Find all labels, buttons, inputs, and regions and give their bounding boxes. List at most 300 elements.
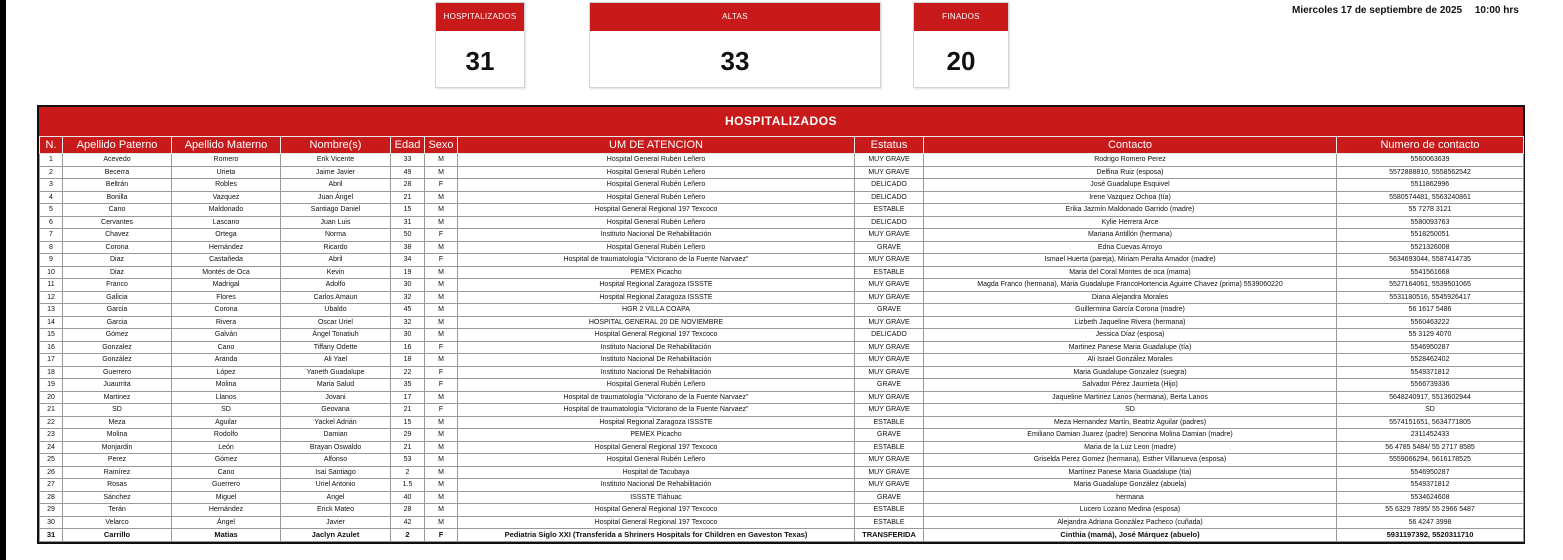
hospitalizados-count: 31 bbox=[465, 46, 495, 76]
table-cell: Magda Franco (hermana), Maria Guadalupe FrancoHortencia Aguirre Chavez (prima) 5539060220 bbox=[924, 279, 1337, 292]
table-cell: 5534624608 bbox=[1337, 491, 1524, 504]
table-row bbox=[40, 329, 1524, 342]
table-cell: 32 bbox=[391, 291, 425, 304]
table-cell: 25 bbox=[40, 454, 63, 467]
table-cell: 31 bbox=[391, 216, 425, 229]
table-cell: Hospital de traumatología "Victorano de la Fuente Narvaez" bbox=[458, 404, 855, 417]
table-cell: Norma bbox=[281, 229, 391, 242]
table-cell: Hospital General Regional 197 Texcoco bbox=[458, 204, 855, 217]
table-cell: 19 bbox=[40, 379, 63, 392]
table-cell: Corona bbox=[172, 304, 281, 317]
table-cell: 53 bbox=[391, 454, 425, 467]
table-cell: 30 bbox=[391, 279, 425, 292]
table-cell: M bbox=[425, 279, 458, 292]
table-cell: Abril bbox=[281, 254, 391, 267]
table-cell: 5560463222 bbox=[1337, 316, 1524, 329]
table-cell: Diaz bbox=[63, 254, 172, 267]
table-cell: 31 bbox=[40, 529, 63, 542]
table-row bbox=[40, 241, 1524, 254]
table-cell: ESTABLE bbox=[855, 516, 924, 529]
table-cell: Lascano bbox=[172, 216, 281, 229]
table-row bbox=[40, 191, 1524, 204]
table-cell: Erick Mateo bbox=[281, 504, 391, 517]
table-cell: PEMEX Picacho bbox=[458, 266, 855, 279]
table-row bbox=[40, 504, 1524, 517]
table-cell: 2 bbox=[40, 166, 63, 179]
table-cell: F bbox=[425, 229, 458, 242]
table-cell: Hospital General Rubén Leñero bbox=[458, 216, 855, 229]
table-cell: GRAVE bbox=[855, 429, 924, 442]
table-cell: Lizbeth Jaqueline Rivera (hermana) bbox=[924, 316, 1337, 329]
table-cell: F bbox=[425, 529, 458, 542]
table-cell: 5 bbox=[40, 204, 63, 217]
table-cell: 28 bbox=[40, 491, 63, 504]
table-row bbox=[40, 491, 1524, 504]
table-cell: Adolfo bbox=[281, 279, 391, 292]
table-cell: Tiffany Odette bbox=[281, 341, 391, 354]
table-row bbox=[40, 204, 1524, 217]
table-cell: Emiliano Damian Juarez (padre) Senorina Molina Damian (madre) bbox=[924, 429, 1337, 442]
table-cell: Ricardo bbox=[281, 241, 391, 254]
table-row bbox=[40, 516, 1524, 529]
table-cell: Miguel bbox=[172, 491, 281, 504]
table-cell: SD bbox=[924, 404, 1337, 417]
table-row bbox=[40, 454, 1524, 467]
table-cell: Hospital Regional Zaragoza ISSSTE bbox=[458, 291, 855, 304]
table-cell: Martínez Panese Maria Guadalupe (tía) bbox=[924, 466, 1337, 479]
table-cell: F bbox=[425, 254, 458, 267]
table-cell: MUY GRAVE bbox=[855, 479, 924, 492]
table-cell: Aguilar bbox=[172, 416, 281, 429]
table-cell: Galván bbox=[172, 329, 281, 342]
table-cell: Cinthia (mamá), José Márquez (abuelo) bbox=[924, 529, 1337, 542]
table-cell: Hospital General Rubén Leñero bbox=[458, 166, 855, 179]
report-date: Miercoles 17 de septiembre de 2025 bbox=[1292, 5, 1463, 16]
table-cell: MUY GRAVE bbox=[855, 291, 924, 304]
table-cell: Lucero Lozano Medina (esposa) bbox=[924, 504, 1337, 517]
table-cell: 5549371812 bbox=[1337, 366, 1524, 379]
table-cell: 42 bbox=[391, 516, 425, 529]
table-cell: Abril bbox=[281, 179, 391, 192]
table-cell: MUY GRAVE bbox=[855, 341, 924, 354]
table-cell: Hospital General Rubén Leñero bbox=[458, 379, 855, 392]
table-cell: Ubaldo bbox=[281, 304, 391, 317]
table-cell: 30 bbox=[391, 329, 425, 342]
table-cell: Robles bbox=[172, 179, 281, 192]
hospitalizados-label: HOSPITALIZADOS bbox=[436, 3, 524, 31]
table-cell: Instituto Nacional De Rehabilitación bbox=[458, 229, 855, 242]
table-cell: M bbox=[425, 316, 458, 329]
table-cell: ESTABLE bbox=[855, 504, 924, 517]
table-cell: Guillermina García Corona (madre) bbox=[924, 304, 1337, 317]
table-cell: 50 bbox=[391, 229, 425, 242]
left-edge-bar bbox=[0, 0, 6, 560]
report-date-time bbox=[1292, 5, 1552, 16]
table-cell: ISSSTE Tláhuac bbox=[458, 491, 855, 504]
table-cell: SD bbox=[63, 404, 172, 417]
table-cell: Garcia bbox=[63, 316, 172, 329]
table-row bbox=[40, 304, 1524, 317]
table-cell: 5574151651, 5634771805 bbox=[1337, 416, 1524, 429]
table-cell: HGR 2 VILLA COAPA bbox=[458, 304, 855, 317]
table-row bbox=[40, 404, 1524, 417]
table-cell: Diaz bbox=[63, 266, 172, 279]
table-cell: 5518250051 bbox=[1337, 229, 1524, 242]
table-cell: Guerrero bbox=[172, 479, 281, 492]
table-cell: M bbox=[425, 154, 458, 167]
table-cell: GRAVE bbox=[855, 304, 924, 317]
table-cell: León bbox=[172, 441, 281, 454]
table-cell: HOSPITAL GENERAL 20 DE NOVIEMBRE bbox=[458, 316, 855, 329]
table-cell: Instituto Nacional De Rehabilitación bbox=[458, 366, 855, 379]
table-cell: Geovana bbox=[281, 404, 391, 417]
table-cell: Jaqueline Martinez Lanos (hermana), Berta Lanos bbox=[924, 391, 1337, 404]
column-header: N. bbox=[40, 137, 63, 154]
table-cell: DELICADO bbox=[855, 216, 924, 229]
table-cell: MUY GRAVE bbox=[855, 279, 924, 292]
table-cell: 56 1617 5486 bbox=[1337, 304, 1524, 317]
table-row bbox=[40, 366, 1524, 379]
table-cell: Ali Yael bbox=[281, 354, 391, 367]
table-cell: Meza bbox=[63, 416, 172, 429]
altas-count: 33 bbox=[720, 46, 750, 76]
table-cell: M bbox=[425, 166, 458, 179]
table-cell: 10 bbox=[40, 266, 63, 279]
table-cell: Cano bbox=[63, 204, 172, 217]
table-cell: Flores bbox=[172, 291, 281, 304]
table-cell: 14 bbox=[40, 316, 63, 329]
table-cell: Hospital General Rubén Leñero bbox=[458, 241, 855, 254]
table-row bbox=[40, 391, 1524, 404]
table-cell: 16 bbox=[40, 341, 63, 354]
hospitalizados-table bbox=[39, 136, 1524, 542]
table-cell: MUY GRAVE bbox=[855, 404, 924, 417]
table-cell: Yackel Adrián bbox=[281, 416, 391, 429]
table-row bbox=[40, 354, 1524, 367]
table-cell: MUY GRAVE bbox=[855, 391, 924, 404]
table-cell: Castañeda bbox=[172, 254, 281, 267]
table-cell: Hospital General Regional 197 Texcoco bbox=[458, 441, 855, 454]
table-cell: Maria de la Luz Leon (madre) bbox=[924, 441, 1337, 454]
table-cell: Cervantes bbox=[63, 216, 172, 229]
table-cell: Ali Israel González Morales bbox=[924, 354, 1337, 367]
table-cell: 5580574481, 5563240861 bbox=[1337, 191, 1524, 204]
table-cell: 15 bbox=[391, 204, 425, 217]
table-row bbox=[40, 216, 1524, 229]
table-row bbox=[40, 254, 1524, 267]
table-cell: M bbox=[425, 241, 458, 254]
table-cell: MUY GRAVE bbox=[855, 354, 924, 367]
table-cell: 40 bbox=[391, 491, 425, 504]
table-cell: Monjardin bbox=[63, 441, 172, 454]
table-cell: 5528462402 bbox=[1337, 354, 1524, 367]
table-cell: 21 bbox=[40, 404, 63, 417]
table-cell: Becerra bbox=[63, 166, 172, 179]
column-header: Contacto bbox=[924, 137, 1337, 154]
table-cell: Hospital Regional Zaragoza ISSSTE bbox=[458, 279, 855, 292]
report-time: 10:00 hrs bbox=[1474, 5, 1519, 16]
table-cell: MUY GRAVE bbox=[855, 316, 924, 329]
finados-card bbox=[913, 2, 1009, 88]
table-cell: Gonzalez bbox=[63, 341, 172, 354]
table-cell: 12 bbox=[40, 291, 63, 304]
table-cell: 23 bbox=[40, 429, 63, 442]
table-cell: 5511862996 bbox=[1337, 179, 1524, 192]
table-cell: 49 bbox=[391, 166, 425, 179]
table-cell: 5541561668 bbox=[1337, 266, 1524, 279]
table-cell: Hospital de traumatología "Victorano de la Fuente Narvaez" bbox=[458, 391, 855, 404]
table-cell: Terán bbox=[63, 504, 172, 517]
table-cell: GRAVE bbox=[855, 241, 924, 254]
table-cell: 55 7278 3121 bbox=[1337, 204, 1524, 217]
table-cell: Hospital de traumatología "Victorano de la Fuente Narvaez" bbox=[458, 254, 855, 267]
table-cell: DELICADO bbox=[855, 191, 924, 204]
hospitalizados-table-panel bbox=[37, 105, 1525, 544]
table-cell: Angel bbox=[281, 491, 391, 504]
table-cell: 5634693044, 5587414735 bbox=[1337, 254, 1524, 267]
table-cell: Ramírez bbox=[63, 466, 172, 479]
table-cell: Ismael Huerta (pareja), Miriam Peralta Amador (madre) bbox=[924, 254, 1337, 267]
table-cell: 18 bbox=[391, 354, 425, 367]
table-cell: Hospital General Regional 197 Texcoco bbox=[458, 516, 855, 529]
table-row bbox=[40, 341, 1524, 354]
table-cell: Maldonado bbox=[172, 204, 281, 217]
table-cell: MUY GRAVE bbox=[855, 154, 924, 167]
table-cell: Alejandra Adriana González Pacheco (cuñada) bbox=[924, 516, 1337, 529]
table-cell: GRAVE bbox=[855, 379, 924, 392]
table-cell: M bbox=[425, 354, 458, 367]
table-cell: 5572888810, 5558562542 bbox=[1337, 166, 1524, 179]
table-cell: Diana Alejandra Morales bbox=[924, 291, 1337, 304]
table-cell: 29 bbox=[40, 504, 63, 517]
table-cell: 28 bbox=[391, 504, 425, 517]
table-cell: F bbox=[425, 379, 458, 392]
table-cell: 2 bbox=[391, 466, 425, 479]
table-cell: Rosas bbox=[63, 479, 172, 492]
table-cell: Molina bbox=[172, 379, 281, 392]
table-cell: DELICADO bbox=[855, 329, 924, 342]
table-cell: 33 bbox=[391, 154, 425, 167]
table-cell: González bbox=[63, 354, 172, 367]
table-cell: Rodolfo bbox=[172, 429, 281, 442]
table-cell: Sánchez bbox=[63, 491, 172, 504]
table-cell: MUY GRAVE bbox=[855, 166, 924, 179]
table-cell: 13 bbox=[40, 304, 63, 317]
table-cell: Gómez bbox=[63, 329, 172, 342]
table-cell: M bbox=[425, 441, 458, 454]
table-cell: 5546950287 bbox=[1337, 466, 1524, 479]
table-cell: Instituto Nacional De Rehabilitación bbox=[458, 354, 855, 367]
table-cell: Pediatria Siglo XXI (Transferida a Shriners Hospitals for Children en Gaveston Texas) bbox=[458, 529, 855, 542]
table-cell: Damian bbox=[281, 429, 391, 442]
table-cell: Juaurrita bbox=[63, 379, 172, 392]
table-cell: F bbox=[425, 404, 458, 417]
table-cell: 7 bbox=[40, 229, 63, 242]
table-cell: Juan Ángel bbox=[281, 191, 391, 204]
table-cell: 5559066294, 5616178525 bbox=[1337, 454, 1524, 467]
table-cell: MUY GRAVE bbox=[855, 366, 924, 379]
table-cell: José Guadalupe Esquivel bbox=[924, 179, 1337, 192]
table-row bbox=[40, 179, 1524, 192]
table-cell: TRANSFERIDA bbox=[855, 529, 924, 542]
table-cell: Hospital General Rubén Leñero bbox=[458, 191, 855, 204]
table-cell: Jessica Díaz (esposa) bbox=[924, 329, 1337, 342]
table-cell: Juan Luis bbox=[281, 216, 391, 229]
table-cell: M bbox=[425, 191, 458, 204]
table-cell: Aranda bbox=[172, 354, 281, 367]
table-cell: Gómez bbox=[172, 454, 281, 467]
column-header: Sexo bbox=[425, 137, 458, 154]
table-cell: 21 bbox=[391, 191, 425, 204]
table-cell: 5521326008 bbox=[1337, 241, 1524, 254]
table-cell: M bbox=[425, 466, 458, 479]
table-cell: Brayan Oswaldo bbox=[281, 441, 391, 454]
table-cell: Isai Santiago bbox=[281, 466, 391, 479]
finados-count: 20 bbox=[946, 46, 976, 76]
table-cell: 15 bbox=[391, 416, 425, 429]
table-cell: Maria Salud bbox=[281, 379, 391, 392]
table-cell: Jovani bbox=[281, 391, 391, 404]
table-cell: M bbox=[425, 429, 458, 442]
table-cell: Cano bbox=[172, 341, 281, 354]
altas-card bbox=[589, 2, 881, 88]
table-cell: Salvador Pérez Jaurrieta (Hijo) bbox=[924, 379, 1337, 392]
table-cell: GRAVE bbox=[855, 491, 924, 504]
table-cell: 5580093763 bbox=[1337, 216, 1524, 229]
table-cell: Franco bbox=[63, 279, 172, 292]
table-cell: Carrillo bbox=[63, 529, 172, 542]
table-cell: M bbox=[425, 479, 458, 492]
table-row bbox=[40, 379, 1524, 392]
table-cell: 55 3129 4070 bbox=[1337, 329, 1524, 342]
table-cell: 32 bbox=[391, 316, 425, 329]
table-cell: Hospital General Regional 197 Texcoco bbox=[458, 329, 855, 342]
table-cell: 28 bbox=[391, 179, 425, 192]
table-row bbox=[40, 416, 1524, 429]
column-header: Nombre(s) bbox=[281, 137, 391, 154]
table-cell: 6 bbox=[40, 216, 63, 229]
column-header: Apellido Materno bbox=[172, 137, 281, 154]
hospitalizados-card bbox=[435, 2, 525, 88]
finados-label: FINADOS bbox=[914, 3, 1008, 31]
table-cell: 20 bbox=[40, 391, 63, 404]
table-cell: 35 bbox=[391, 379, 425, 392]
table-cell: M bbox=[425, 204, 458, 217]
table-cell: 21 bbox=[391, 441, 425, 454]
table-row bbox=[40, 429, 1524, 442]
table-cell: Bonilla bbox=[63, 191, 172, 204]
table-cell: 55 6329 7895/ 55 2966 5487 bbox=[1337, 504, 1524, 517]
table-cell: Instituto Nacional De Rehabilitación bbox=[458, 341, 855, 354]
table-cell: 2311452433 bbox=[1337, 429, 1524, 442]
table-cell: 3 bbox=[40, 179, 63, 192]
table-cell: M bbox=[425, 391, 458, 404]
table-cell: 5527164061, 5539501065 bbox=[1337, 279, 1524, 292]
table-cell: SD bbox=[172, 404, 281, 417]
table-cell: Ortega bbox=[172, 229, 281, 242]
table-cell: Maria Guadalupe Gonzalez (suegra) bbox=[924, 366, 1337, 379]
table-cell: DELICADO bbox=[855, 179, 924, 192]
table-row bbox=[40, 441, 1524, 454]
table-cell: 2 bbox=[391, 529, 425, 542]
table-cell: 5546950287 bbox=[1337, 341, 1524, 354]
table-cell: Romero bbox=[172, 154, 281, 167]
table-cell: Jaime Javier bbox=[281, 166, 391, 179]
table-body bbox=[40, 154, 1524, 542]
table-cell: MUY GRAVE bbox=[855, 466, 924, 479]
table-cell: Rodrigo Romero Perez bbox=[924, 154, 1337, 167]
table-cell: 9 bbox=[40, 254, 63, 267]
table-cell: Uriel Antonio bbox=[281, 479, 391, 492]
table-cell: Alfonso bbox=[281, 454, 391, 467]
table-cell: Martinez Panese Maria Guadalupe (tía) bbox=[924, 341, 1337, 354]
table-cell: 22 bbox=[391, 366, 425, 379]
table-cell: Guerrero bbox=[63, 366, 172, 379]
table-cell: 8 bbox=[40, 241, 63, 254]
table-cell: Irene Vazquez Ochoa (tía) bbox=[924, 191, 1337, 204]
table-cell: ESTABLE bbox=[855, 266, 924, 279]
table-cell: 16 bbox=[391, 341, 425, 354]
table-cell: Urieta bbox=[172, 166, 281, 179]
table-cell: Meza Hernandez Martín, Beatriz Aguilar (padres) bbox=[924, 416, 1337, 429]
table-cell: Oscar Uriel bbox=[281, 316, 391, 329]
table-cell: Llanos bbox=[172, 391, 281, 404]
table-cell: Jaclyn Azulet bbox=[281, 529, 391, 542]
table-cell: 5648240917, 5513602944 bbox=[1337, 391, 1524, 404]
table-cell: Velarco bbox=[63, 516, 172, 529]
table-cell: Rivera bbox=[172, 316, 281, 329]
table-cell: Matias bbox=[172, 529, 281, 542]
column-header: Edad bbox=[391, 137, 425, 154]
table-cell: Montés de Oca bbox=[172, 266, 281, 279]
table-cell: 5549371812 bbox=[1337, 479, 1524, 492]
table-cell: 18 bbox=[40, 366, 63, 379]
table-cell: ESTABLE bbox=[855, 416, 924, 429]
table-cell: Hernández bbox=[172, 241, 281, 254]
column-header: Apellido Paterno bbox=[63, 137, 172, 154]
table-cell: Acevedo bbox=[63, 154, 172, 167]
table-cell: Ángel Tonatiuh bbox=[281, 329, 391, 342]
table-cell: PEMEX Picacho bbox=[458, 429, 855, 442]
table-cell: Hospital General Rubén Leñero bbox=[458, 154, 855, 167]
table-cell: M bbox=[425, 216, 458, 229]
table-cell: Martinez bbox=[63, 391, 172, 404]
table-row bbox=[40, 479, 1524, 492]
table-header-row bbox=[40, 137, 1524, 154]
table-cell: Maria del Coral Montes de oca (mama) bbox=[924, 266, 1337, 279]
table-row bbox=[40, 154, 1524, 167]
table-cell: 56 4247 3998 bbox=[1337, 516, 1524, 529]
table-cell: Santiago Daniel bbox=[281, 204, 391, 217]
table-cell: F bbox=[425, 179, 458, 192]
table-cell: MUY GRAVE bbox=[855, 229, 924, 242]
table-cell: hermana bbox=[924, 491, 1337, 504]
table-cell: 19 bbox=[391, 266, 425, 279]
table-cell: M bbox=[425, 491, 458, 504]
table-cell: 24 bbox=[40, 441, 63, 454]
table-cell: M bbox=[425, 329, 458, 342]
table-row bbox=[40, 466, 1524, 479]
table-cell: Hospital Regional Zaragoza ISSSTE bbox=[458, 416, 855, 429]
table-cell: 45 bbox=[391, 304, 425, 317]
table-cell: Vazquez bbox=[172, 191, 281, 204]
table-cell: F bbox=[425, 366, 458, 379]
table-cell: Molina bbox=[63, 429, 172, 442]
table-cell: Erik Vicente bbox=[281, 154, 391, 167]
table-cell: López bbox=[172, 366, 281, 379]
table-cell: Madrigal bbox=[172, 279, 281, 292]
table-cell: 27 bbox=[40, 479, 63, 492]
